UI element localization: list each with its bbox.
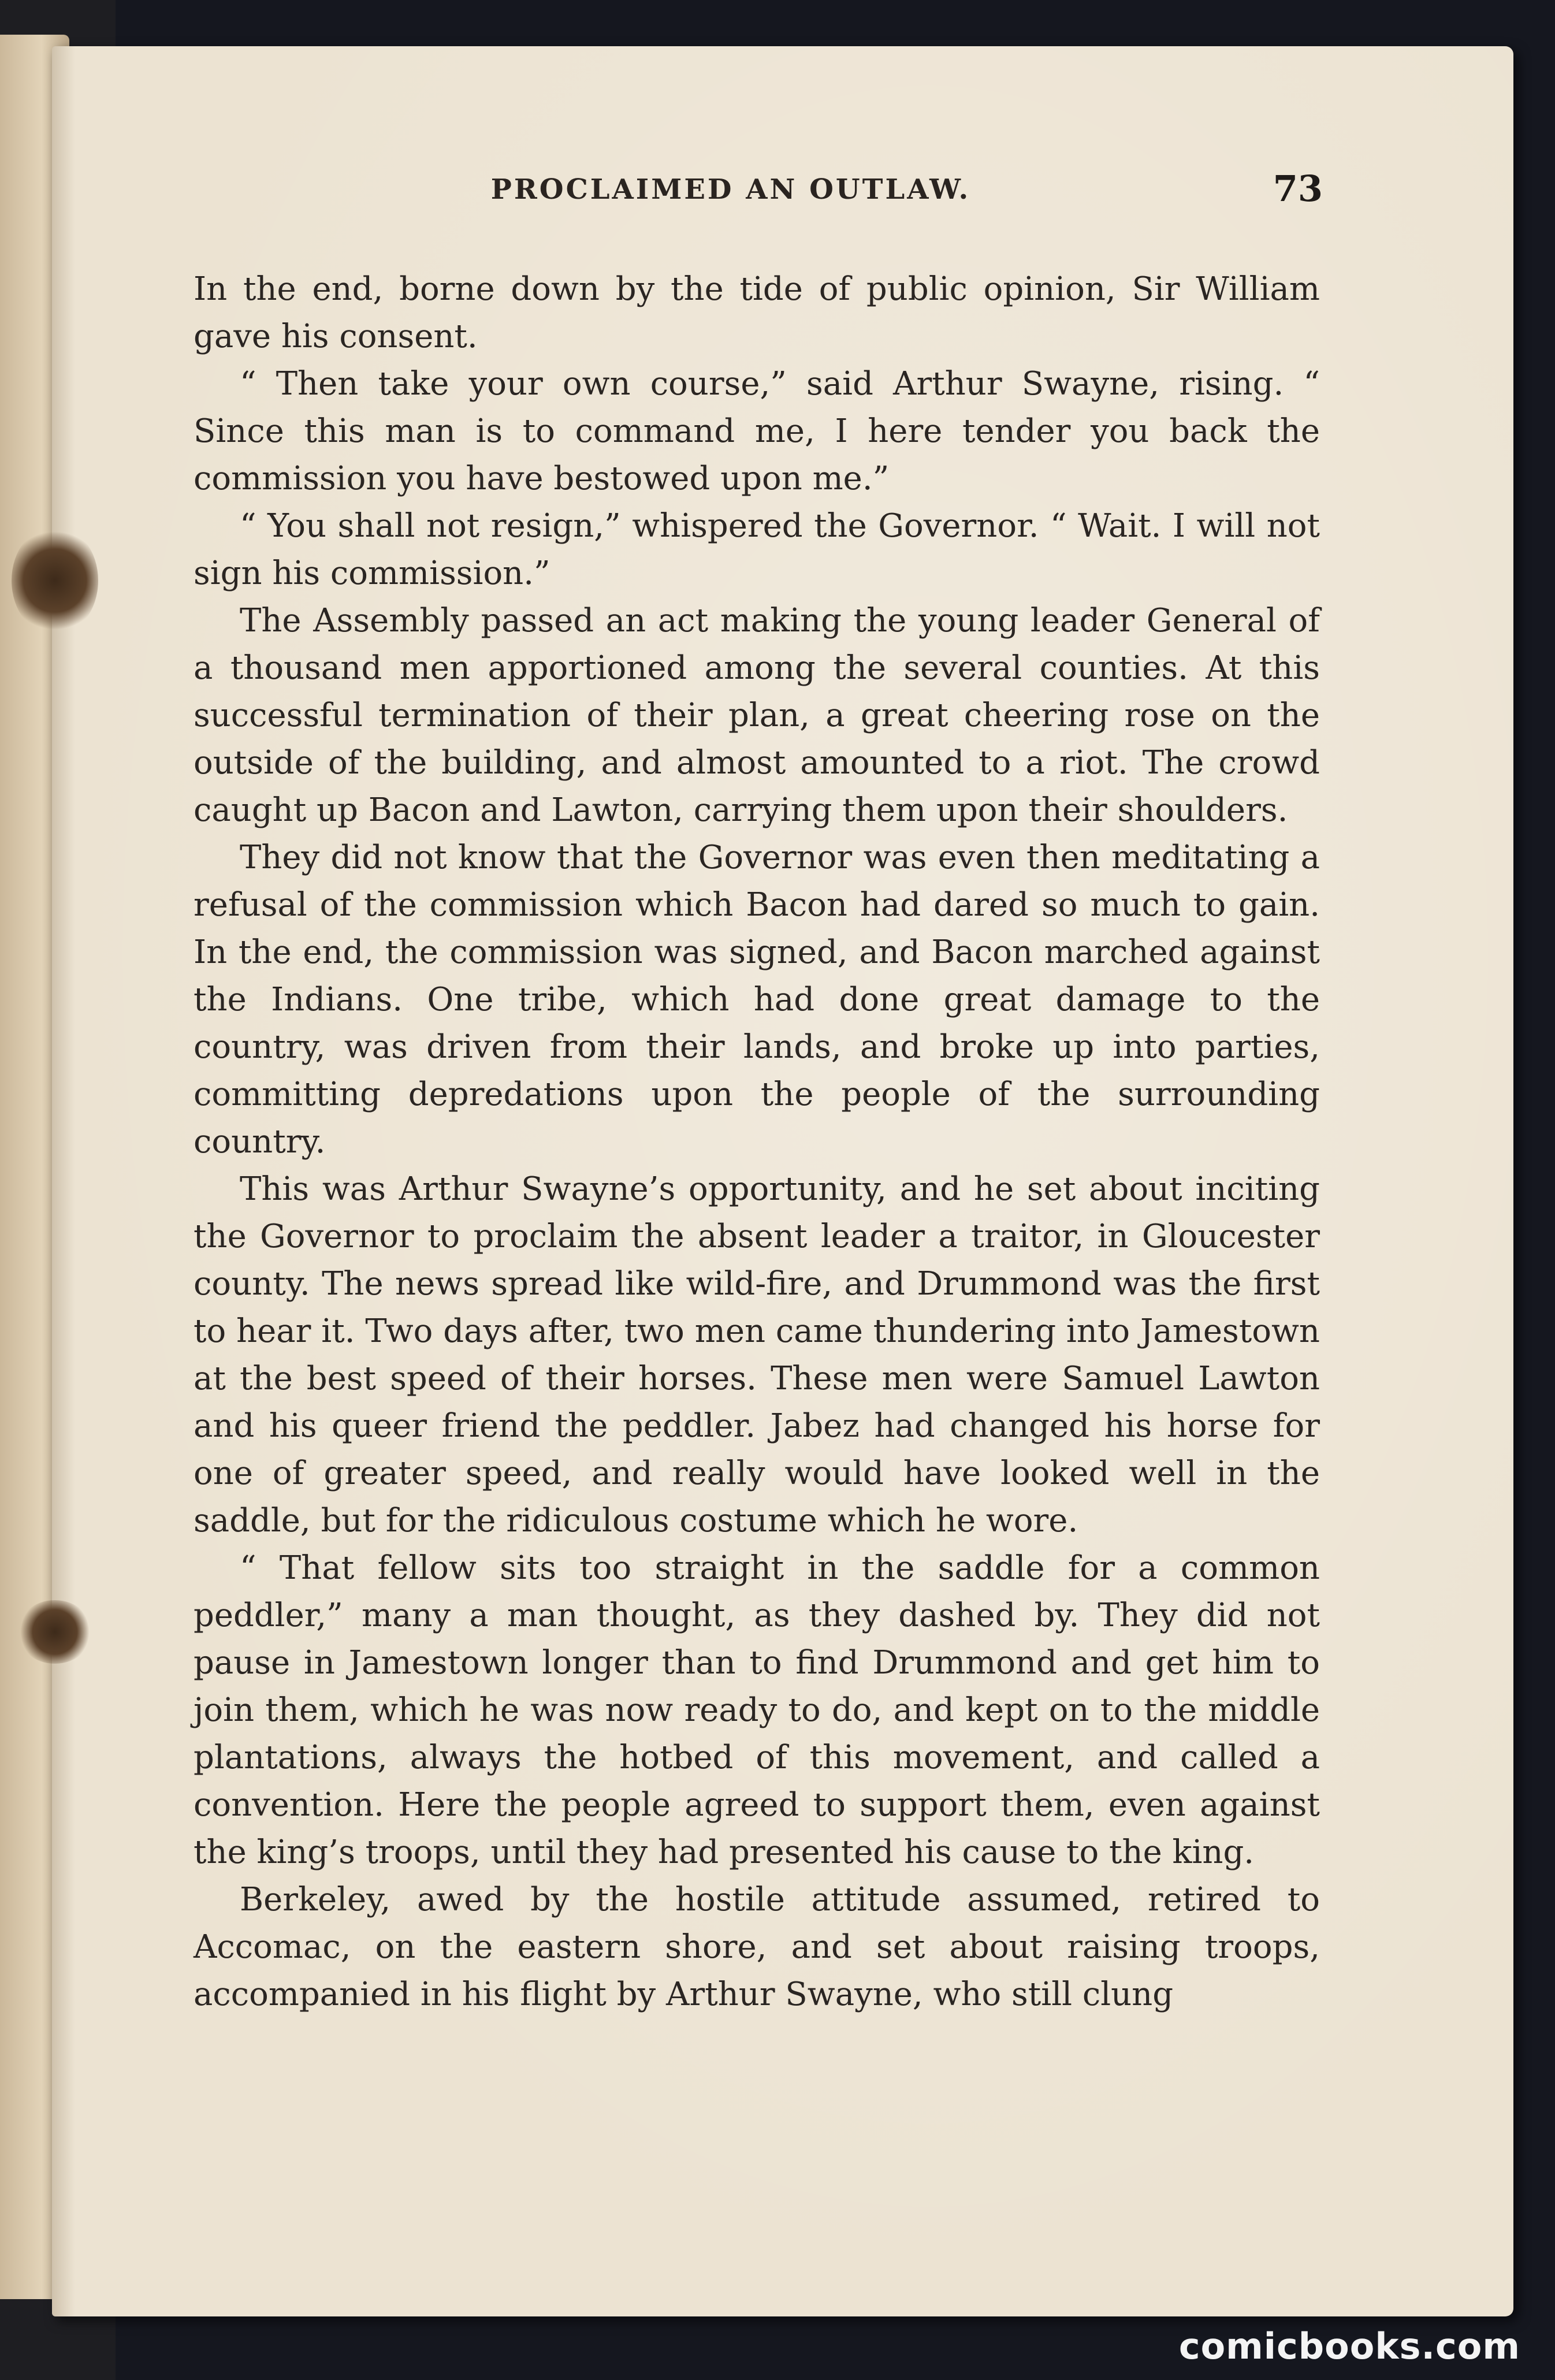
paragraph: This was Arthur Swayne’s opportunity, and he set about inciting the Governor to proclaim the absent leader a traitor, in Gloucester county. The news spread like wild-fire, and Drummond was the first to hear it. Two days after, two men came thundering into Jamestown at the best speed of their horses. These men were Samuel Lawton and his queer friend the peddler. Jabez had changed his horse for one of greater speed, and really would have looked well in the saddle, but for the ridiculous costume which he wore. (194, 1170, 1320, 1539)
page-stain (17, 1600, 92, 1664)
paragraph: They did not know that the Governor was even then meditating a refusal of the commission which Bacon had dared so much to gain. In the end, the commission was signed, and Bacon marched against the Indians. One tribe, which had done great damage to the country, was driven from their lands, and broke up into parties, committing depredations upon the people of the surrounding country. (194, 839, 1320, 1161)
paragraph: Berkeley, awed by the hostile attitude assumed, retired to Accomac, on the eastern shore, and set about raising troops, accompanied in his flight by Arthur Swayne, who still clung (194, 1881, 1320, 2013)
watermark: comicbooks.com (1178, 2325, 1520, 2367)
page-header (139, 168, 1323, 220)
paragraph: “ You shall not resign,” whispered the Governor. “ Wait. I will not sign his commission.” (194, 507, 1320, 592)
paragraph: The Assembly passed an act making the young leader General of a thousand men apportioned among the several counties. At this successful termination of their plan, a great cheering rose on the outside of the building, and almost amounted to a riot. The crowd caught up Bacon and Lawton, carrying them upon their shoulders. (194, 602, 1320, 829)
paragraph: “ That fellow sits too straight in the saddle for a common peddler,” many a man thought, as they dashed by. They did not pause in Jamestown longer than to find Drummond and get him to join them, which he was now ready to do, and kept on to the middle plantations, always the hotbed of this movement, and called a convention. Here the people agreed to support them, even against the king’s troops, until they had presented his cause to the king. (194, 1549, 1320, 1871)
paragraph: “ Then take your own course,” said Arthur Swayne, rising. “ Since this man is to command me, I here tender you back the commission you have bestowed upon me.” (194, 365, 1320, 497)
page-stain (12, 526, 98, 635)
body-text (194, 266, 1320, 2018)
page-number: 73 (1273, 168, 1323, 210)
paragraph: In the end, borne down by the tide of public opinion, Sir William gave his consent. (194, 270, 1320, 355)
running-head: PROCLAIMED AN OUTLAW. (490, 173, 971, 206)
